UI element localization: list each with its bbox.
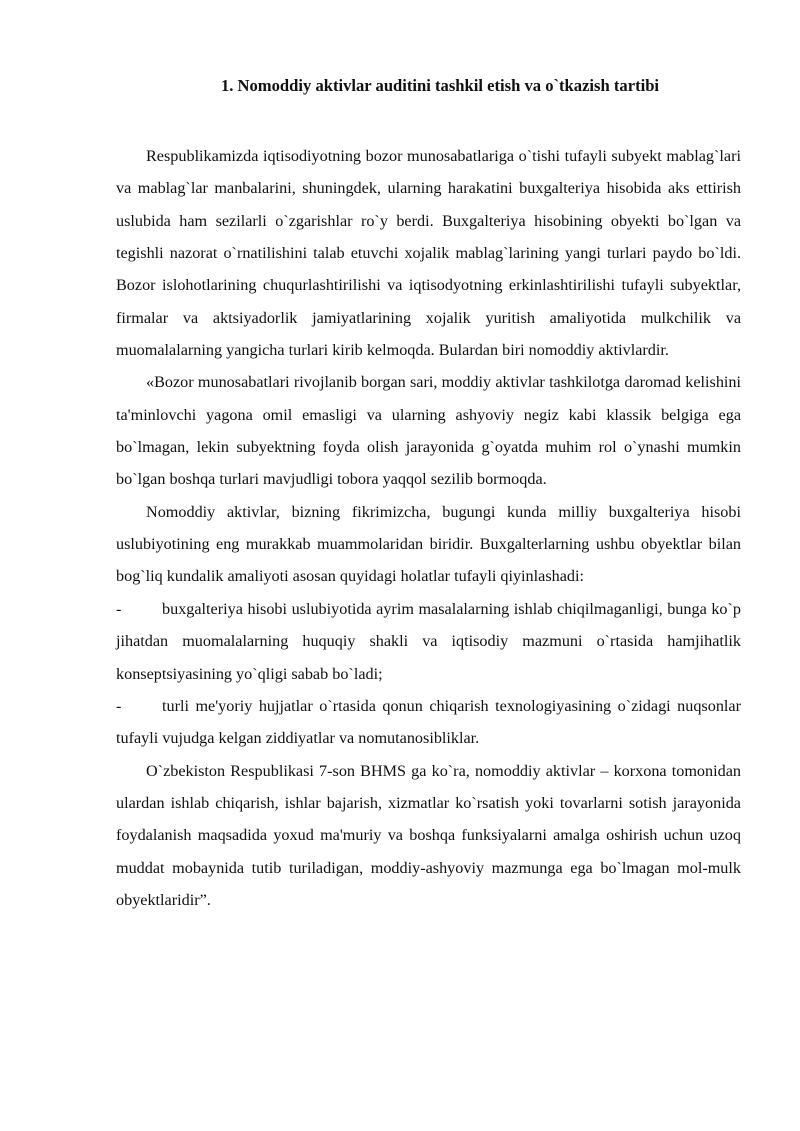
list-item bbox=[116, 690, 741, 755]
list-item bbox=[116, 593, 741, 690]
paragraph-difficulties: Nomoddiy aktivlar, bizning fikrimizcha, bugungi kunda milliy buxgalteriya hisobi uslubiyotining eng murakkab muammolaridan biridir. Buxgalterlarning ushbu obyektlar bilan bog`liq kundalik amaliyoti asosan quyidagi holatlar tufayli qiyinlashadi: bbox=[116, 502, 741, 586]
section-title: 1. Nomoddiy aktivlar auditini tashkil etish va o`tkazish tartibi bbox=[220, 76, 660, 95]
list-item-text: turli me'yoriy hujjatlar o`rtasida qonun chiqarish texnologiyasining o`zidagi nuqsonlar tufayli vujudga kelgan ziddiyatlar va nomutanosibliklar. bbox=[116, 696, 741, 748]
paragraph-quote: «Bozor munosabatlari rivojlanib borgan sari, moddiy aktivlar tashkilotga daromad kelishini ta'minlovchi yagona omil emasligi va ularning ashyoviy negiz kabi klassik belgiga ega bo`lmagan, lekin subyektning foyda olish jarayonida g`oyatda muhim rol o`ynashi mumkin bo`lgan boshqa turlari mavjudligi tobora yaqqol sezilib bormoqda. bbox=[116, 373, 741, 489]
list-item-text: buxgalteriya hisobi uslubiyotida ayrim masalalarning ishlab chiqilmaganligi, bunga ko`p jihatdan muomalalarning huquqiy shakli va iqtisodiy mazmuni o`rtasida hamjihatlik konseptsiyasining yo`qligi sabab bo`ladi; bbox=[116, 599, 741, 683]
list-dash-marker: - bbox=[116, 599, 122, 618]
document-body bbox=[116, 140, 741, 916]
paragraph-definition: O`zbekiston Respublikasi 7-son BHMS ga ko`ra, nomoddiy aktivlar – korxona tomonidan ulardan ishlab chiqarish, ishlar bajarish, xizmatlar ko`rsatish yoki tovarlarni sotish jarayonida foydalanish maqsadida yoxud ma'muriy va boshqa funksiyalarni amalga oshirish uchun uzoq muddat mobaynida tutib turiladigan, moddiy-ashyoviy mazmunga ega bo`lmagan mol-mulk obyektlaridir”. bbox=[116, 761, 741, 909]
list-dash-marker: - bbox=[116, 696, 122, 715]
paragraph-intro: Respublikamizda iqtisodiyotning bozor munosabatlariga o`tishi tufayli subyekt mablag`lari va mablag`lar manbalarini, shuningdek, ularning harakatini buxgalteriya hisobida aks ettirish uslubida ham sezilarli o`zgarishlar ro`y berdi. Buxgalteriya hisobining obyekti bo`lgan va tegishli nazorat o`rnatilishini talab etuvchi xojalik mablag`larining yangi turlari paydo bo`ldi. Bozor islohotlarining chuqurlashtirilishi va iqtisodyotning erkinlashtirilishi tufayli subyektlar, firmalar va aktsiyadorlik jamiyatlarining xojalik yuritish amaliyotida mulkchilik va muomalalarning yangicha turlari kirib kelmoqda. Bulardan biri nomoddiy aktivlardir. bbox=[116, 147, 741, 360]
